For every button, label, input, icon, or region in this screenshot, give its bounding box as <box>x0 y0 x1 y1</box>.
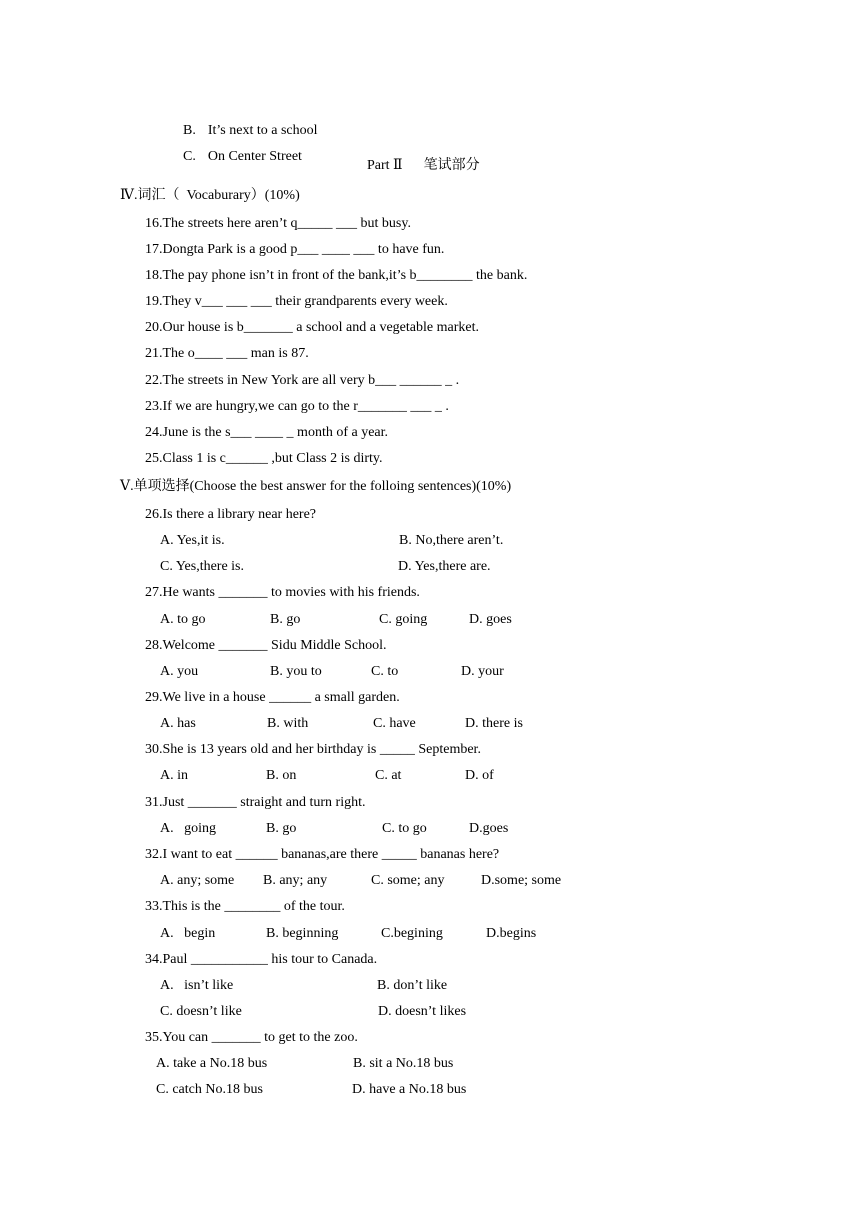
option-line <box>176 130 302 166</box>
answer-option: D.begins <box>486 926 537 941</box>
answer-option: C. going <box>379 612 428 627</box>
question: 33.This is the ________ of the tour. <box>145 899 345 914</box>
vocab-item: 24.June is the s___ ____ _ month of a year. <box>145 425 389 440</box>
answer-option: D. goes <box>469 612 512 627</box>
answer-option: C.begining <box>381 926 443 941</box>
answer-option: C. at <box>375 768 402 783</box>
answer-option: A. has <box>160 716 196 731</box>
answer-option: A. in <box>160 768 188 783</box>
vocab-item: 25.Class 1 is c______ ,but Class 2 is dirty. <box>145 451 383 466</box>
answer-option: A. going <box>160 821 216 836</box>
vocab-item: 16.The streets here aren’t q_____ ___ but busy. <box>145 216 411 231</box>
option-text: It’s next to a school <box>207 123 318 138</box>
question: 29.We live in a house ______ a small garden. <box>145 690 400 705</box>
vocab-item: 20.Our house is b_______ a school and a vegetable market. <box>145 320 479 335</box>
answer-option: B. No,there aren’t. <box>399 533 504 548</box>
answer-option: D. there is <box>465 716 523 731</box>
vocab-item: 19.They v___ ___ ___ their grandparents every week. <box>145 294 448 309</box>
question: 34.Paul ___________ his tour to Canada. <box>145 952 378 967</box>
answer-option: C. doesn’t like <box>160 1004 242 1019</box>
vocab-item: 22.The streets in New York are all very b___ ______ _ . <box>145 373 460 388</box>
answer-option: B. go <box>266 821 297 836</box>
question: 35.You can _______ to get to the zoo. <box>145 1030 358 1045</box>
answer-option: B. sit a No.18 bus <box>353 1056 454 1071</box>
answer-option: C. to go <box>382 821 427 836</box>
question: 28.Welcome _______ Sidu Middle School. <box>145 638 387 653</box>
answer-option: C. have <box>373 716 416 731</box>
vocab-item: 21.The o____ ___ man is 87. <box>145 346 309 361</box>
answer-option: B. you to <box>270 664 322 679</box>
answer-option: A. to go <box>160 612 206 627</box>
answer-option: B. beginning <box>266 926 339 941</box>
answer-option: A. any; some <box>160 873 235 888</box>
answer-option: B. on <box>266 768 297 783</box>
question: 30.She is 13 years old and her birthday is _____ September. <box>145 742 481 757</box>
answer-option: C. catch No.18 bus <box>156 1082 263 1097</box>
section-heading-multiple-choice: Ⅴ.单项选择(Choose the best answer for the folloing sentences)(10%) <box>120 479 512 494</box>
answer-option: D. have a No.18 bus <box>352 1082 467 1097</box>
answer-option: D. doesn’t likes <box>378 1004 467 1019</box>
answer-option: D. your <box>461 664 504 679</box>
vocab-item: 18.The pay phone isn’t in front of the bank,it’s b________ the bank. <box>145 268 528 283</box>
answer-option: D.goes <box>469 821 509 836</box>
answer-option: B. go <box>270 612 301 627</box>
vocab-item: 17.Dongta Park is a good p___ ____ ___ to have fun. <box>145 242 445 257</box>
part-title: Part Ⅱ 笔试部分 <box>367 158 480 173</box>
question: 31.Just _______ straight and turn right. <box>145 795 366 810</box>
answer-option: A. you <box>160 664 199 679</box>
answer-option: B. any; any <box>263 873 328 888</box>
answer-option: C. Yes,there is. <box>160 559 245 574</box>
answer-option: D. Yes,there are. <box>398 559 491 574</box>
option-letter: C. <box>183 149 196 164</box>
question: 32.I want to eat ______ bananas,are there _____ bananas here? <box>145 847 500 862</box>
answer-option: D. of <box>465 768 494 783</box>
question: 27.He wants _______ to movies with his friends. <box>145 585 420 600</box>
answer-option: A. isn’t like <box>160 978 234 993</box>
answer-option: B. with <box>267 716 309 731</box>
answer-option: C. to <box>371 664 399 679</box>
question: 26.Is there a library near here? <box>145 507 317 522</box>
answer-option: A. begin <box>160 926 216 941</box>
section-heading-vocabulary: Ⅳ.词汇（ Vocaburary）(10%) <box>120 188 300 203</box>
answer-option: A. take a No.18 bus <box>156 1056 268 1071</box>
option-letter: B. <box>183 123 196 138</box>
answer-option: A. Yes,it is. <box>160 533 225 548</box>
option-text: On Center Street <box>207 149 302 164</box>
answer-option: C. some; any <box>371 873 445 888</box>
answer-option: B. don’t like <box>377 978 448 993</box>
vocab-item: 23.If we are hungry,we can go to the r_______ ___ _ . <box>145 399 449 414</box>
answer-option: D.some; some <box>481 873 562 888</box>
